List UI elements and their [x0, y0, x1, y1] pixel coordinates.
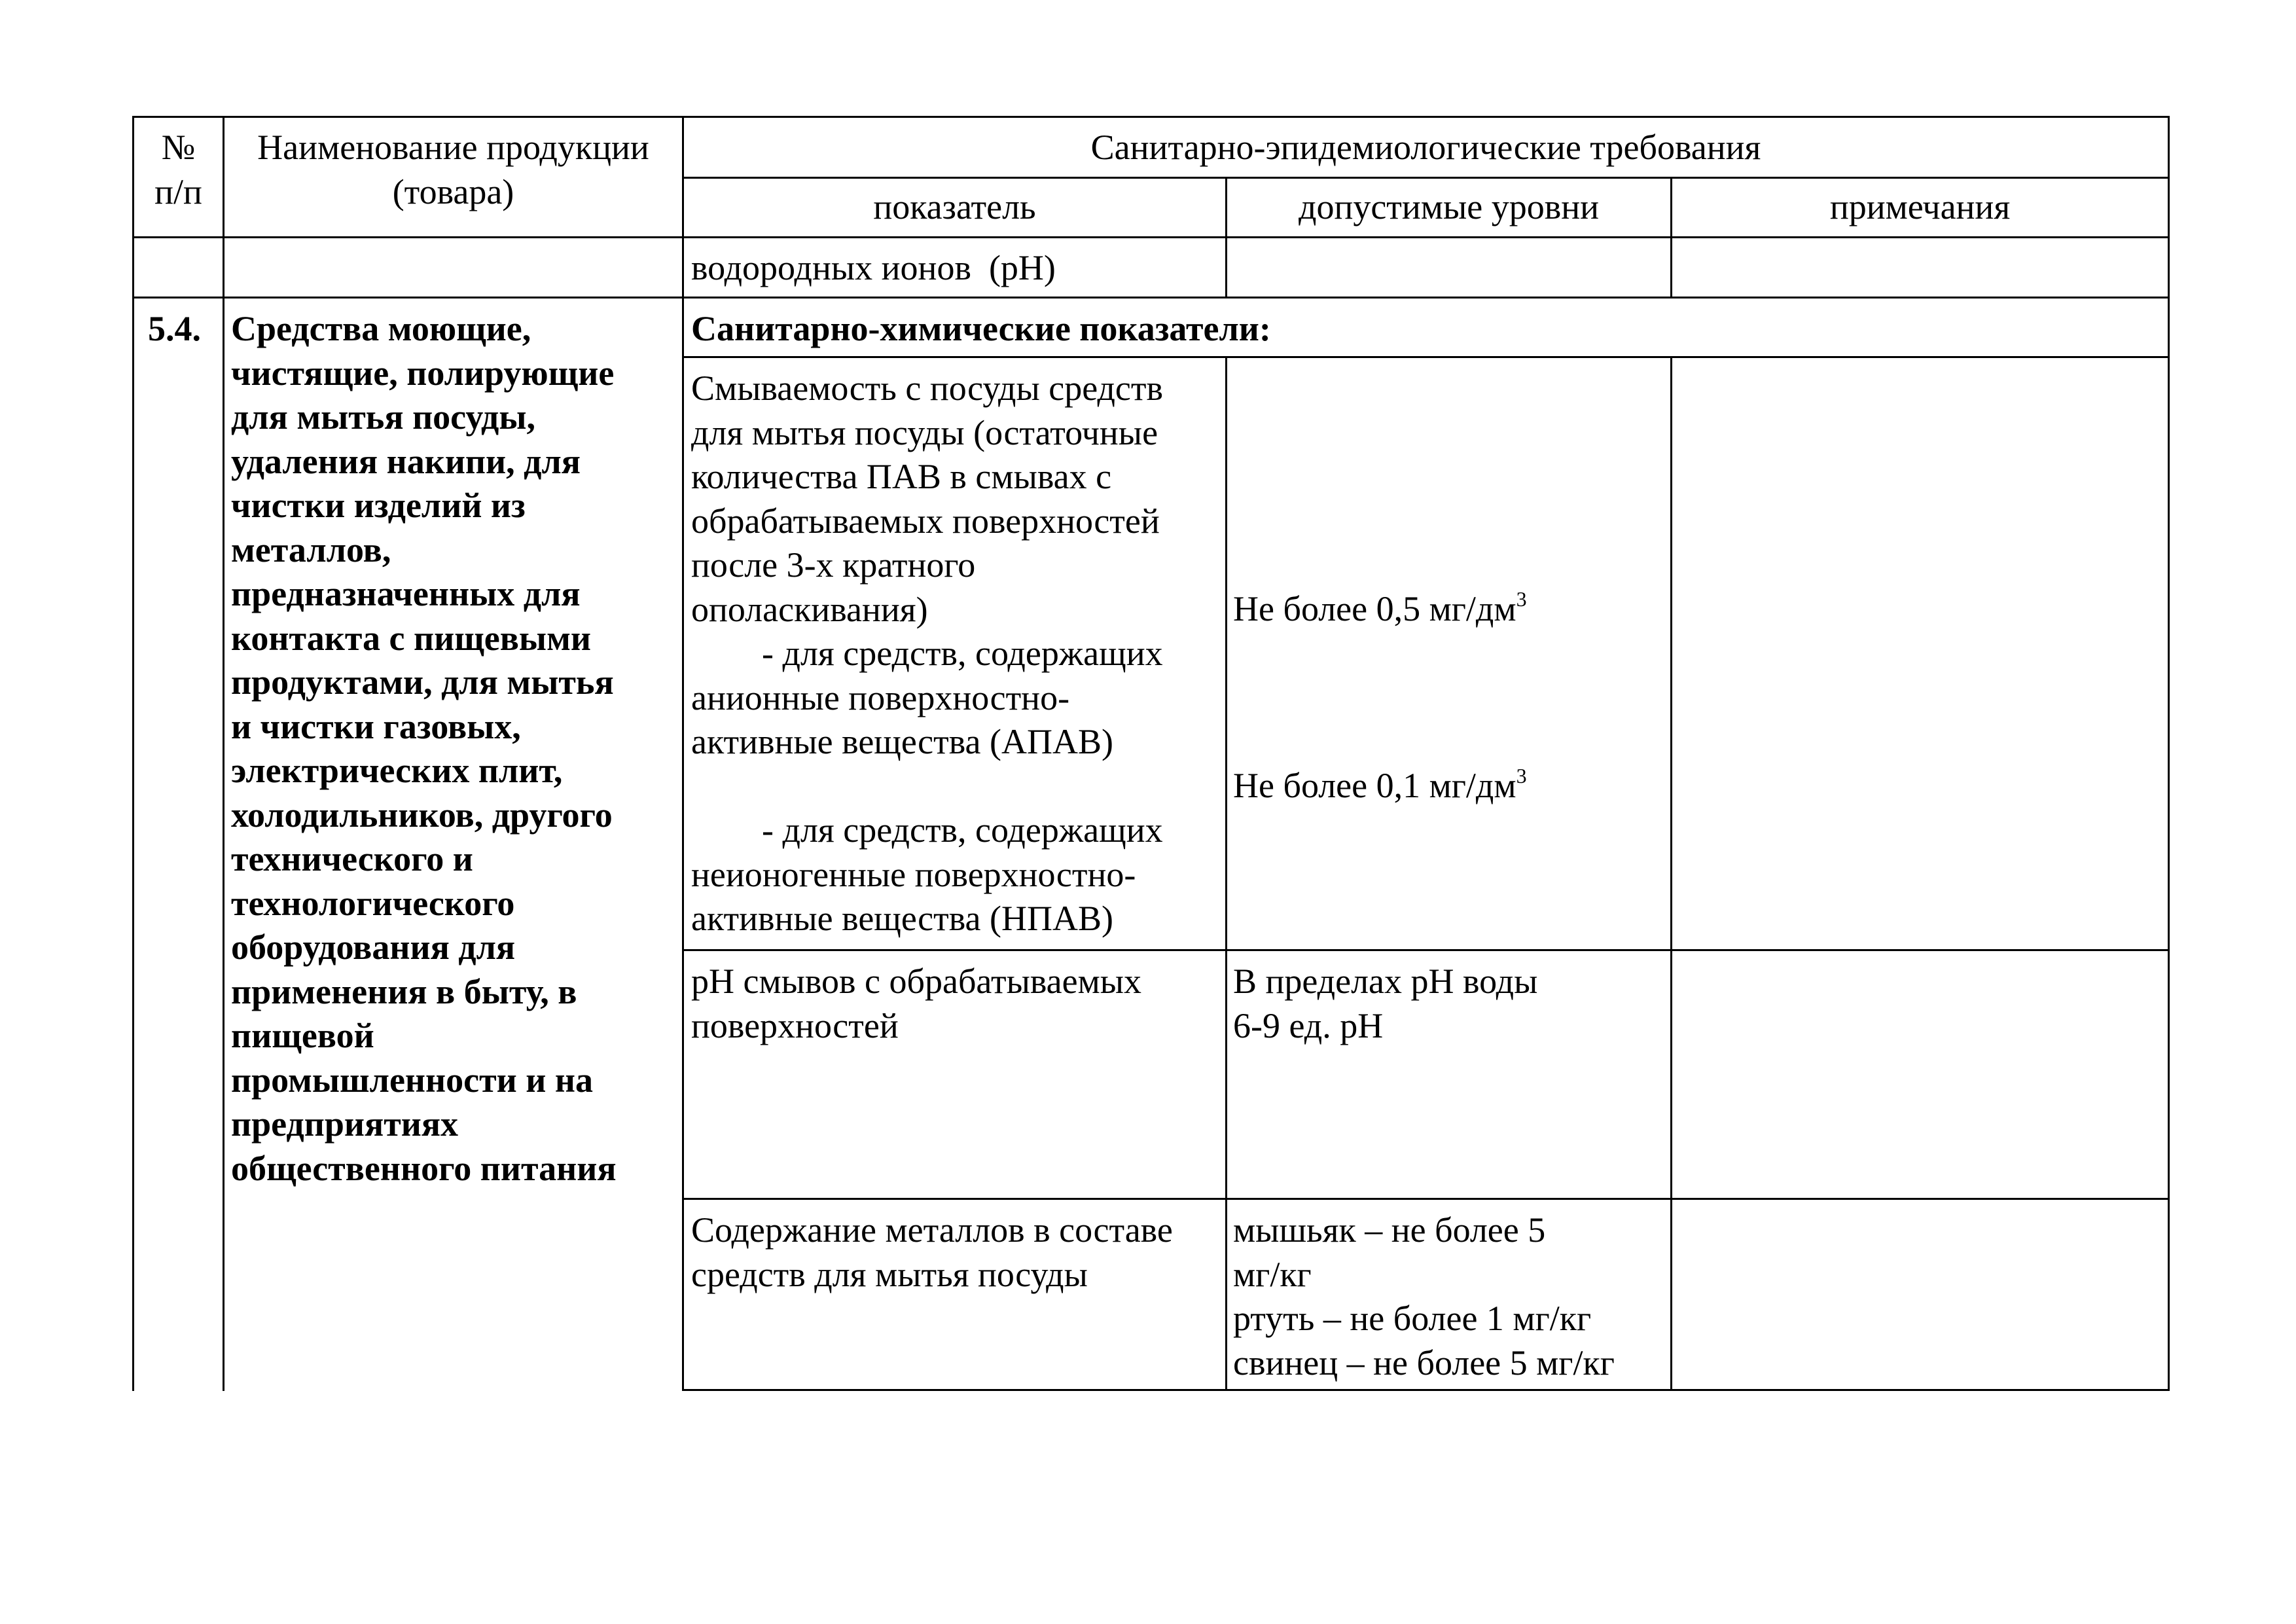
number-header-label: п/п	[154, 172, 202, 211]
product-name-line: общественного питания	[231, 1148, 617, 1188]
indicator-line	[691, 765, 1223, 809]
notes-column-header: примечания	[1829, 187, 2011, 226]
indicator-line: количества ПАВ в смывах с	[691, 457, 1112, 496]
product-column-rule	[682, 116, 684, 1391]
header-divider	[683, 177, 2170, 179]
level-line: мг/кг	[1233, 1254, 1312, 1294]
product-name-line: электрических плит,	[231, 751, 563, 790]
table-border-right	[2168, 116, 2170, 1391]
continuation-row-bottom-rule	[132, 297, 2170, 298]
levels-column-rule-lower	[1670, 356, 1672, 1391]
level-superscript: 3	[1516, 764, 1527, 787]
row-1-level-npav	[1233, 764, 1527, 808]
indicator-line: - для средств, содержащих	[691, 810, 1163, 850]
row-1-level-apav	[1233, 587, 1527, 632]
product-name-line: предприятиях	[231, 1104, 459, 1144]
row-3-indicator	[691, 1208, 1223, 1297]
product-name-line: технологического	[231, 883, 515, 923]
level-line: В пределах pH воды	[1233, 962, 1538, 1001]
product-name-line: для мытья посуды,	[231, 397, 536, 437]
level-line: ртуть – не более 1 мг/кг	[1233, 1299, 1592, 1338]
levels-column-header: допустимые уровни	[1298, 187, 1600, 226]
product-name-line: пищевой	[231, 1016, 374, 1055]
indicator-line: - для средств, содержащих	[691, 634, 1163, 673]
product-name-line: и чистки газовых,	[231, 706, 521, 746]
level-line: мышьяк – не более 5	[1233, 1210, 1546, 1250]
product-name-line: продуктами, для мытья	[231, 662, 614, 702]
level-superscript: 3	[1516, 587, 1527, 611]
indicator-line: неионогенные поверхностно-	[691, 854, 1136, 894]
indicator-line: анионные поверхностно-	[691, 677, 1070, 717]
level-value: Не более 0,1 мг/дм	[1233, 766, 1516, 805]
section-subheading: Санитарно-химические показатели:	[691, 309, 1271, 348]
row-2-bottom-rule	[683, 1198, 2170, 1200]
section-number: 5.4.	[148, 309, 201, 348]
number-column-rule	[223, 116, 224, 1391]
level-line: свинец – не более 5 мг/кг	[1233, 1343, 1615, 1382]
product-header-line-1: Наименование продукции	[257, 128, 649, 167]
row-3-levels	[1233, 1208, 1668, 1385]
row-1-indicator	[691, 367, 1223, 941]
product-name-line: контакта с пищевыми	[231, 618, 591, 658]
indicator-column-rule-lower	[1225, 356, 1227, 1391]
row-3-bottom-rule	[683, 1389, 2170, 1391]
table-border-top	[132, 116, 2170, 118]
product-name-line: чистки изделий из	[231, 486, 526, 525]
row-2-levels	[1233, 960, 1668, 1048]
product-name-line: чистящие, полирующие	[231, 353, 615, 393]
row-2-indicator	[691, 960, 1223, 1048]
indicator-line: активные вещества (АПАВ)	[691, 722, 1113, 761]
indicator-line: средств для мытья посуды	[691, 1254, 1088, 1294]
product-name-line: оборудования для	[231, 928, 516, 967]
number-header-symbol: №	[161, 128, 196, 167]
indicator-line: Смываемость с посуды средств	[691, 369, 1163, 408]
product-name-line: технического и	[231, 839, 473, 878]
indicator-line: Содержание металлов в составе	[691, 1210, 1173, 1250]
section-product-name	[231, 307, 676, 1191]
product-header-line-2: (товара)	[392, 172, 514, 211]
product-name-line: предназначенных для	[231, 574, 581, 613]
product-name-line: удаления накипи, для	[231, 441, 581, 481]
product-name-line: Средства моющие,	[231, 309, 531, 348]
indicator-line: для мытья посуды (остаточные	[691, 412, 1158, 452]
product-name-line: применения в быту, в	[231, 971, 577, 1011]
level-line: 6-9 ед. pH	[1233, 1005, 1384, 1045]
indicator-line: активные вещества (НПАВ)	[691, 899, 1113, 938]
row-1-bottom-rule	[683, 949, 2170, 951]
indicator-column-header: показатель	[873, 187, 1036, 226]
product-name-line: промышленности и на	[231, 1060, 593, 1100]
subheading-bottom-rule	[683, 356, 2170, 358]
continuation-indicator: водородных ионов (pH)	[691, 248, 1056, 287]
product-name-line: металлов,	[231, 530, 391, 569]
indicator-line: после 3-х кратного	[691, 545, 976, 585]
indicator-line: обрабатываемых поверхностей	[691, 501, 1160, 541]
header-bottom-rule	[132, 236, 2170, 238]
indicator-line: ополаскивания)	[691, 589, 928, 629]
indicator-line: поверхностей	[691, 1005, 899, 1045]
table-border-left	[132, 116, 134, 1391]
requirements-header: Санитарно-эпидемиологические требования	[1090, 128, 1761, 167]
indicator-line: pH смывов с обрабатываемых	[691, 962, 1142, 1001]
level-value: Не более 0,5 мг/дм	[1233, 589, 1516, 628]
product-name-line: холодильников, другого	[231, 795, 613, 835]
